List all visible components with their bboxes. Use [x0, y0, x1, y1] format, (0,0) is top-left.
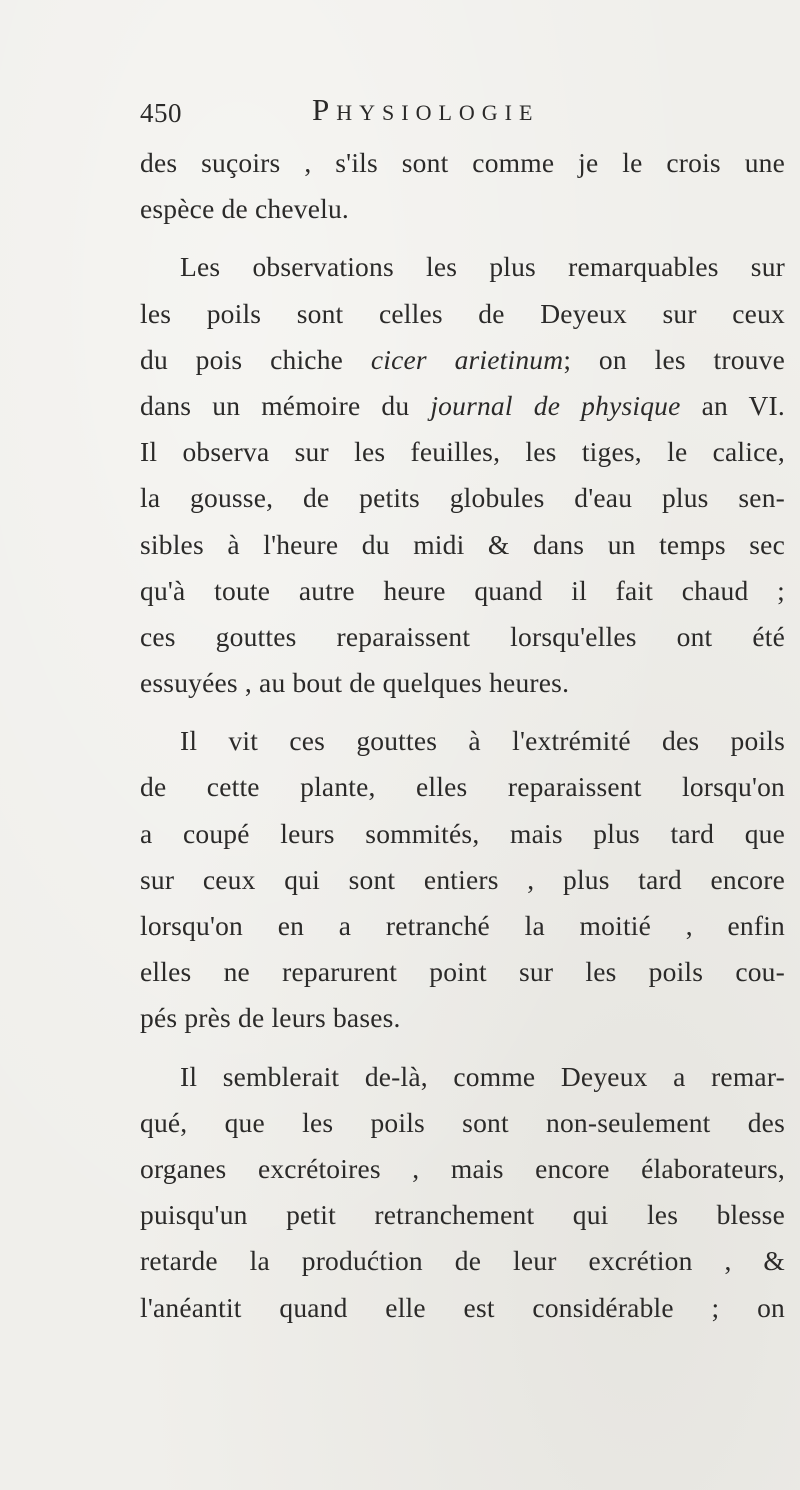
text-line: Il vit ces gouttes à l'extrémité des poils — [180, 725, 785, 757]
italic-term: cicer arietinum — [370, 343, 564, 375]
text-line: la gousse, de petits globules d'eau plus sen- — [140, 482, 785, 514]
text-line: pés près de leurs bases. — [140, 1002, 401, 1034]
text-line: organes excrétoires , mais encore élaborateurs, — [140, 1152, 785, 1184]
text-line: Il semblerait de-là, comme Deyeux a remar- — [180, 1060, 785, 1092]
italic-term: journal de physique — [430, 389, 681, 421]
text-line: l'anéantit quand elle est considérable ; on — [140, 1291, 785, 1323]
text-line: puisqu'un petit retranchement qui les blesse — [140, 1199, 785, 1231]
page-header — [140, 92, 780, 132]
text-line: sibles à l'heure du midi & dans un temps sec — [140, 528, 785, 560]
text-line: ces gouttes reparaissent lorsqu'elles ont été — [140, 620, 785, 652]
text-line: qu'à toute autre heure quand il fait chaud ; — [140, 574, 785, 606]
text-line: des suçoirs , s'ils sont comme je le crois une — [140, 147, 785, 178]
text-line: de cette plante, elles reparaissent lorsqu'on — [140, 771, 785, 803]
text-line: sur ceux qui sont entiers , plus tard encore — [140, 863, 785, 895]
body-text — [140, 140, 785, 1331]
text-line: retarde la produćtion de leur excrétion , & — [140, 1245, 785, 1277]
running-title: Physiologie — [312, 92, 540, 127]
text-line: Il observa sur les feuilles, les tiges, le calice, — [140, 436, 785, 468]
text-line: lorsqu'on en a retranché la moitié , enfin — [140, 910, 785, 941]
text-line: a coupé leurs sommités, mais plus tard que — [140, 817, 785, 849]
text-line: dans un mémoire du journal de physique an VI. — [140, 389, 785, 421]
text-line: les poils sont celles de Deyeux sur ceux — [140, 297, 785, 329]
text-line: elles ne reparurent point sur les poils cou- — [140, 956, 785, 988]
page-number: 450 — [140, 98, 182, 128]
text-line: espèce de chevelu. — [140, 193, 349, 225]
text-line: essuyées , au bout de quelques heures. — [140, 667, 570, 699]
text-line: qué, que les poils sont non-seulement des — [140, 1106, 785, 1138]
text-line: du pois chiche cicer arietinum; on les trouve — [140, 343, 785, 375]
text-line: Les observations les plus remarquables sur — [180, 251, 785, 283]
